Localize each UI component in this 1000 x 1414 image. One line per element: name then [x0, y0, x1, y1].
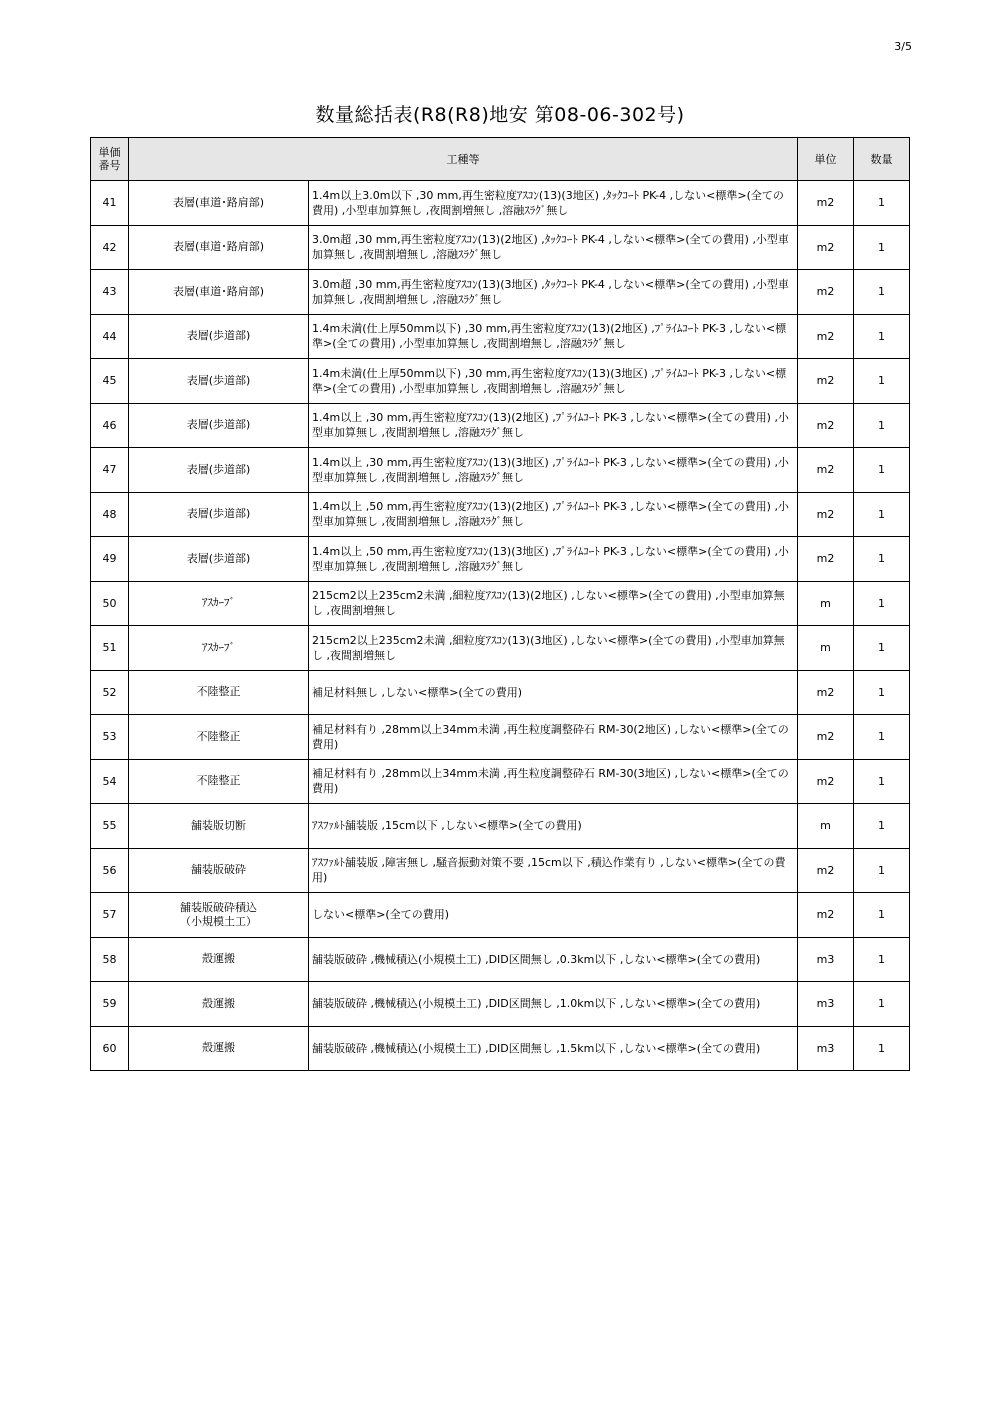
row-description: 1.4m以上 ,50 mm,再生密粒度ｱｽｺﾝ(13)(3地区) ,ﾌﾟﾗｲﾑｺｰﾄ PK-3 ,しない<標準>(全ての費用) ,小型車加算無し ,夜間割増無し ,溶融ｽﾗｸﾞ無し [309, 537, 798, 582]
row-work-name: 表層(歩道部) [129, 403, 309, 448]
row-work-name: 殻運搬 [129, 1026, 309, 1071]
row-quantity: 1 [854, 937, 910, 982]
row-quantity: 1 [854, 181, 910, 226]
row-work-name: 表層(歩道部) [129, 314, 309, 359]
header-unit: 単位 [798, 138, 854, 181]
table-row [91, 492, 910, 537]
header-work-type: 工種等 [129, 138, 798, 181]
row-unit: m2 [798, 225, 854, 270]
table-row [91, 937, 910, 982]
row-quantity: 1 [854, 1026, 910, 1071]
table-header-row [91, 138, 910, 181]
row-number: 50 [91, 581, 129, 626]
row-description: しない<標準>(全ての費用) [309, 893, 798, 938]
row-quantity: 1 [854, 670, 910, 715]
row-work-name: 表層(歩道部) [129, 448, 309, 493]
row-unit: m2 [798, 670, 854, 715]
row-work-name: 表層(車道･路肩部) [129, 225, 309, 270]
row-unit: m [798, 626, 854, 671]
row-unit: m2 [798, 403, 854, 448]
row-work-name: 舗装版破砕積込 （小規模土工） [129, 893, 309, 938]
row-unit: m2 [798, 270, 854, 315]
header-no-line1: 単価 [98, 146, 121, 159]
table-row [91, 581, 910, 626]
row-work-name: 不陸整正 [129, 715, 309, 760]
table-row [91, 804, 910, 849]
row-number: 56 [91, 848, 129, 893]
table-body [91, 181, 910, 1071]
row-number: 59 [91, 982, 129, 1027]
table-row [91, 982, 910, 1027]
row-quantity: 1 [854, 314, 910, 359]
table-row [91, 893, 910, 938]
row-unit: m2 [798, 893, 854, 938]
row-work-name: 舗装版破砕 [129, 848, 309, 893]
row-unit: m2 [798, 848, 854, 893]
row-work-name: 表層(車道･路肩部) [129, 270, 309, 315]
row-unit: m3 [798, 937, 854, 982]
row-quantity: 1 [854, 448, 910, 493]
row-number: 47 [91, 448, 129, 493]
row-work-name: 殻運搬 [129, 937, 309, 982]
row-quantity: 1 [854, 492, 910, 537]
row-description: 1.4m未満(仕上厚50mm以下) ,30 mm,再生密粒度ｱｽｺﾝ(13)(3地区) ,ﾌﾟﾗｲﾑｺｰﾄ PK-3 ,しない<標準>(全ての費用) ,小型車加算無し ,夜間割増無し ,溶融ｽﾗｸﾞ無し [309, 359, 798, 404]
row-number: 57 [91, 893, 129, 938]
table-row [91, 181, 910, 226]
table-row [91, 1026, 910, 1071]
row-unit: m [798, 581, 854, 626]
header-unit-price-number [91, 138, 129, 181]
row-unit: m3 [798, 982, 854, 1027]
quantity-summary-table [90, 137, 910, 1071]
row-quantity: 1 [854, 581, 910, 626]
row-description: 舗装版破砕 ,機械積込(小規模土工) ,DID区間無し ,1.0km以下 ,しない<標準>(全ての費用) [309, 982, 798, 1027]
row-number: 46 [91, 403, 129, 448]
table-row [91, 670, 910, 715]
row-number: 43 [91, 270, 129, 315]
row-quantity: 1 [854, 270, 910, 315]
row-description: 1.4m以上3.0m以下 ,30 mm,再生密粒度ｱｽｺﾝ(13)(3地区) ,ﾀｯｸｺｰﾄ PK-4 ,しない<標準>(全ての費用) ,小型車加算無し ,夜間割増無し ,溶融ｽﾗｸﾞ無し [309, 181, 798, 226]
row-unit: m2 [798, 181, 854, 226]
row-description: 1.4m以上 ,30 mm,再生密粒度ｱｽｺﾝ(13)(2地区) ,ﾌﾟﾗｲﾑｺｰﾄ PK-3 ,しない<標準>(全ての費用) ,小型車加算無し ,夜間割増無し ,溶融ｽﾗｸﾞ無し [309, 403, 798, 448]
row-number: 44 [91, 314, 129, 359]
row-unit: m2 [798, 492, 854, 537]
table-row [91, 537, 910, 582]
row-quantity: 1 [854, 759, 910, 804]
table-row [91, 626, 910, 671]
row-number: 41 [91, 181, 129, 226]
row-number: 60 [91, 1026, 129, 1071]
table-row [91, 270, 910, 315]
row-description: 1.4m以上 ,30 mm,再生密粒度ｱｽｺﾝ(13)(3地区) ,ﾌﾟﾗｲﾑｺｰﾄ PK-3 ,しない<標準>(全ての費用) ,小型車加算無し ,夜間割増無し ,溶融ｽﾗｸﾞ無し [309, 448, 798, 493]
row-description: ｱｽﾌｧﾙﾄ舗装版 ,障害無し ,騒音振動対策不要 ,15cm以下 ,積込作業有り ,しない<標準>(全ての費用) [309, 848, 798, 893]
row-description: ｱｽﾌｧﾙﾄ舗装版 ,15cm以下 ,しない<標準>(全ての費用) [309, 804, 798, 849]
table-row [91, 759, 910, 804]
table-row [91, 448, 910, 493]
row-quantity: 1 [854, 715, 910, 760]
row-description: 215cm2以上235cm2未満 ,細粒度ｱｽｺﾝ(13)(2地区) ,しない<標準>(全ての費用) ,小型車加算無し ,夜間割増無し [309, 581, 798, 626]
row-number: 42 [91, 225, 129, 270]
row-number: 53 [91, 715, 129, 760]
page-title: 数量総括表(R8(R8)地安 第08-06-302号) [315, 104, 685, 126]
row-unit: m [798, 804, 854, 849]
row-unit: m2 [798, 448, 854, 493]
row-quantity: 1 [854, 804, 910, 849]
table-row [91, 359, 910, 404]
row-number: 58 [91, 937, 129, 982]
row-description: 1.4m以上 ,50 mm,再生密粒度ｱｽｺﾝ(13)(2地区) ,ﾌﾟﾗｲﾑｺｰﾄ PK-3 ,しない<標準>(全ての費用) ,小型車加算無し ,夜間割増無し ,溶融ｽﾗｸﾞ無し [309, 492, 798, 537]
row-description: 舗装版破砕 ,機械積込(小規模土工) ,DID区間無し ,0.3km以下 ,しない<標準>(全ての費用) [309, 937, 798, 982]
table-row [91, 314, 910, 359]
row-description: 補足材料有り ,28mm以上34mm未満 ,再生粒度調整砕石 RM-30(2地区) ,しない<標準>(全ての費用) [309, 715, 798, 760]
row-work-name: ｱｽｶｰﾌﾞ [129, 626, 309, 671]
row-quantity: 1 [854, 403, 910, 448]
row-number: 54 [91, 759, 129, 804]
row-work-name: 表層(歩道部) [129, 537, 309, 582]
row-number: 48 [91, 492, 129, 537]
row-description: 3.0m超 ,30 mm,再生密粒度ｱｽｺﾝ(13)(2地区) ,ﾀｯｸｺｰﾄ PK-4 ,しない<標準>(全ての費用) ,小型車加算無し ,夜間割増無し ,溶融ｽﾗｸﾞ無し [309, 225, 798, 270]
row-work-name: 不陸整正 [129, 759, 309, 804]
row-description: 補足材料有り ,28mm以上34mm未満 ,再生粒度調整砕石 RM-30(3地区) ,しない<標準>(全ての費用) [309, 759, 798, 804]
row-work-name: ｱｽｶｰﾌﾞ [129, 581, 309, 626]
table-row [91, 403, 910, 448]
row-number: 52 [91, 670, 129, 715]
header-quantity: 数量 [854, 138, 910, 181]
row-work-name: 舗装版切断 [129, 804, 309, 849]
row-description: 3.0m超 ,30 mm,再生密粒度ｱｽｺﾝ(13)(3地区) ,ﾀｯｸｺｰﾄ PK-4 ,しない<標準>(全ての費用) ,小型車加算無し ,夜間割増無し ,溶融ｽﾗｸﾞ無し [309, 270, 798, 315]
row-work-name: 殻運搬 [129, 982, 309, 1027]
row-number: 51 [91, 626, 129, 671]
row-quantity: 1 [854, 359, 910, 404]
row-number: 49 [91, 537, 129, 582]
page-number: 3/5 [894, 40, 912, 53]
row-quantity: 1 [854, 982, 910, 1027]
row-quantity: 1 [854, 225, 910, 270]
row-quantity: 1 [854, 537, 910, 582]
row-unit: m2 [798, 359, 854, 404]
row-work-name: 不陸整正 [129, 670, 309, 715]
row-quantity: 1 [854, 626, 910, 671]
row-number: 55 [91, 804, 129, 849]
row-description: 215cm2以上235cm2未満 ,細粒度ｱｽｺﾝ(13)(3地区) ,しない<標準>(全ての費用) ,小型車加算無し ,夜間割増無し [309, 626, 798, 671]
row-work-name: 表層(車道･路肩部) [129, 181, 309, 226]
row-unit: m2 [798, 759, 854, 804]
row-quantity: 1 [854, 848, 910, 893]
table-row [91, 715, 910, 760]
row-work-name: 表層(歩道部) [129, 492, 309, 537]
row-unit: m2 [798, 314, 854, 359]
row-description: 舗装版破砕 ,機械積込(小規模土工) ,DID区間無し ,1.5km以下 ,しない<標準>(全ての費用) [309, 1026, 798, 1071]
row-quantity: 1 [854, 893, 910, 938]
table-row [91, 225, 910, 270]
row-unit: m2 [798, 537, 854, 582]
row-unit: m3 [798, 1026, 854, 1071]
row-description: 1.4m未満(仕上厚50mm以下) ,30 mm,再生密粒度ｱｽｺﾝ(13)(2地区) ,ﾌﾟﾗｲﾑｺｰﾄ PK-3 ,しない<標準>(全ての費用) ,小型車加算無し ,夜間割増無し ,溶融ｽﾗｸﾞ無し [309, 314, 798, 359]
row-description: 補足材料無し ,しない<標準>(全ての費用) [309, 670, 798, 715]
row-number: 45 [91, 359, 129, 404]
header-no-line2: 番号 [98, 159, 121, 172]
row-work-name: 表層(歩道部) [129, 359, 309, 404]
row-unit: m2 [798, 715, 854, 760]
table-row [91, 848, 910, 893]
